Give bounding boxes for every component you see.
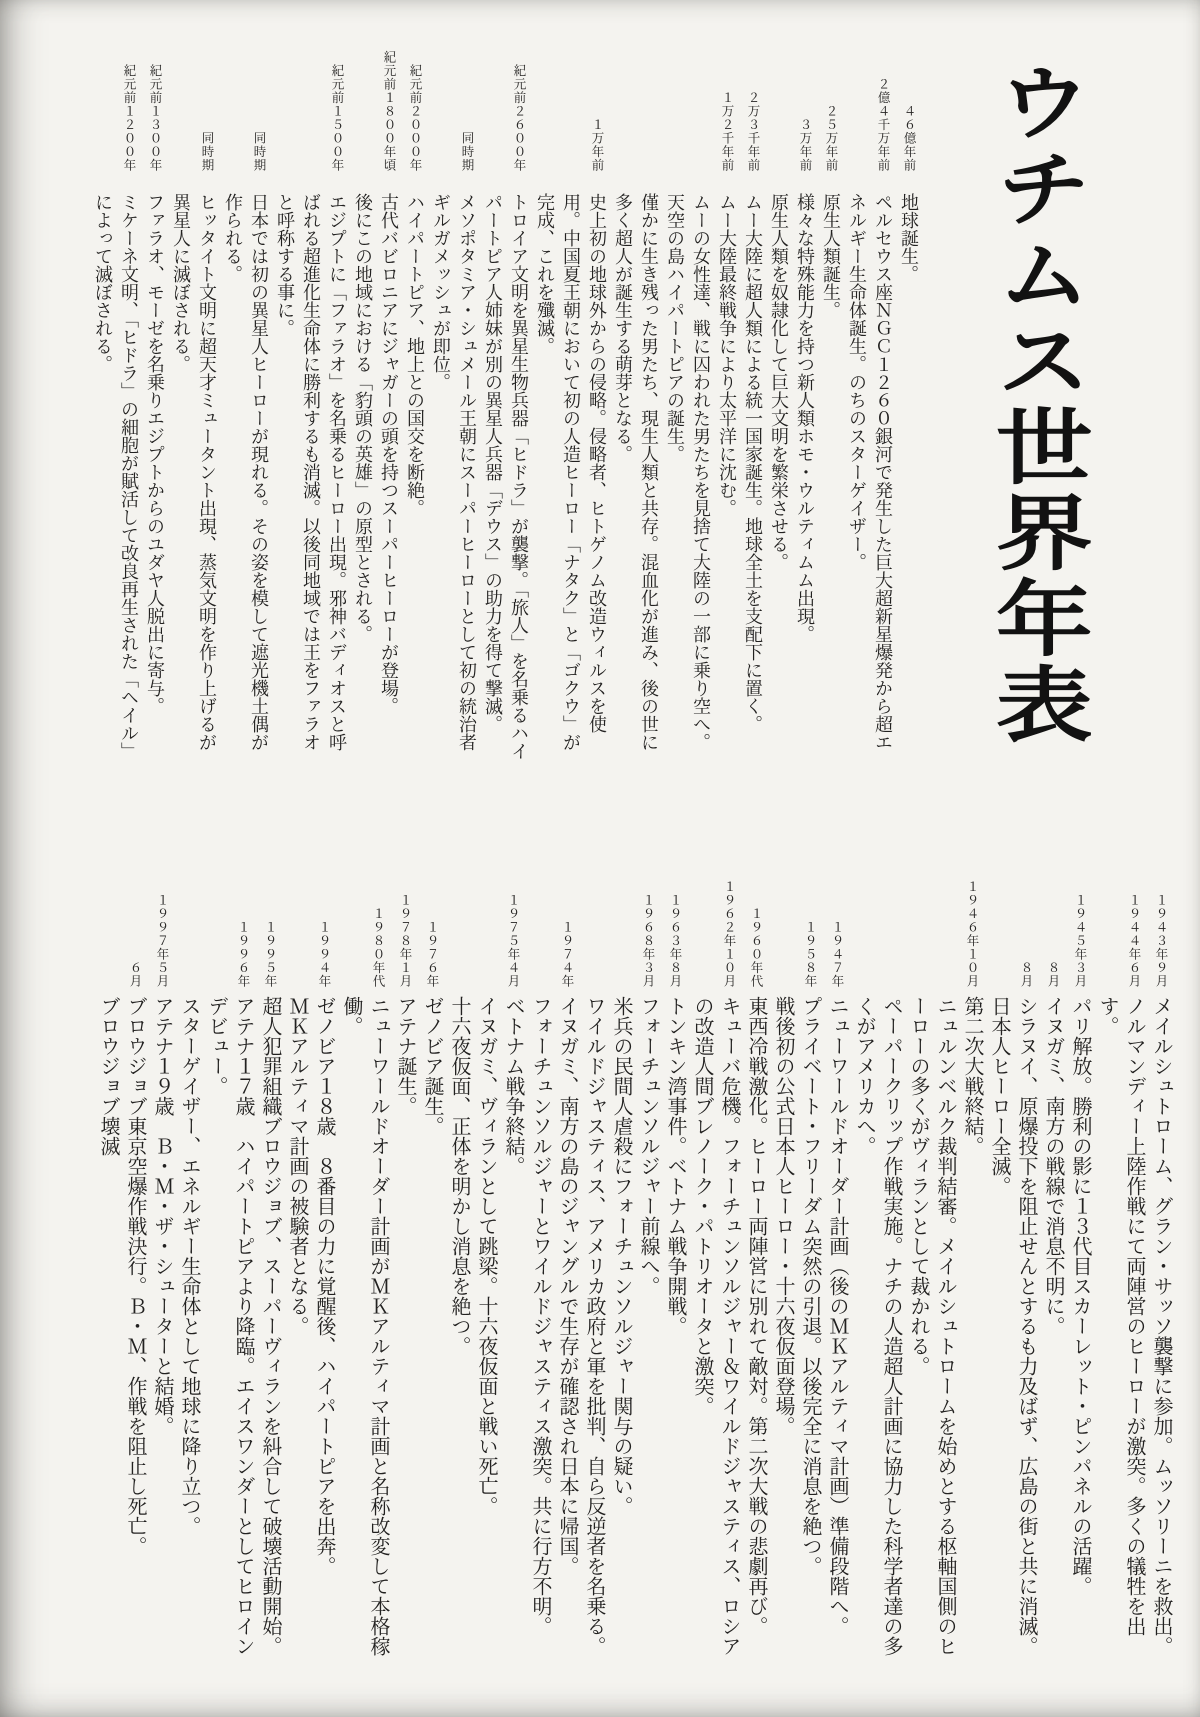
entry-date: 同時期 <box>460 131 474 172</box>
timeline-entry <box>445 856 526 1670</box>
entry-paragraph: ファラオ、モーゼを名乗りエジプトからのユダヤ人脱出に寄与。 <box>145 193 165 715</box>
timeline-entry <box>532 58 610 760</box>
entry-date: ６月 <box>128 961 142 988</box>
entry-paragraph: スターゲイザー、エネルギー生命体として地球に降り立つ。 <box>178 996 200 1536</box>
entry-paragraph: ワイルドジャスティス、アメリカ政府と軍を批判、自ら反逆者を名乗る。 <box>583 996 605 1656</box>
entry-paragraph: 後にこの地域における「豹頭の英雄」の原型とされる。 <box>353 193 373 643</box>
entry-paragraph: ムー大陸最終戦争により太平洋に沈む。 <box>717 193 737 517</box>
timeline-entry <box>766 58 818 760</box>
entry-paragraph: パリ解放。勝利の影に１３代目スカーレット・ピンパネルの活躍。 <box>1069 996 1091 1596</box>
timeline-entry <box>168 58 220 760</box>
entry-paragraph: 超人犯罪組織ブロウジョブ、スーパーヴィランを糾合して破壊活動開始。 <box>259 996 281 1656</box>
timeline-entry <box>142 58 168 760</box>
entry-paragraph: フォーチュンソルジャー前線へ。 <box>637 996 659 1296</box>
entry-paragraph: メイルシュトローム、グラン・サッソ襲撃に参加。ムッソリーニを救出。 <box>1150 996 1172 1656</box>
timeline-entry <box>769 856 823 1670</box>
timeline-entry <box>350 50 402 760</box>
entry-date: ８月 <box>1019 961 1033 988</box>
entry-paragraph: 原生人類誕生。 <box>821 193 841 319</box>
entry-date: １９９５年 <box>263 920 277 988</box>
entry-paragraph: イヌガミ、南方の島のジャングルで生存が確認され日本に帰国。 <box>556 996 578 1576</box>
timeline-lower-section <box>94 856 1174 1670</box>
entry-paragraph: キューバ危機。フォーチュンソルジャー＆ワイルドジャスティス、ロシアの改造人間ブレノーク・パトリオータと激突。 <box>691 996 740 1656</box>
entry-paragraph: 史上初の地球外からの侵略。侵略者、ヒトゲノム改造ウィルスを使用。中国夏王朝において初の人造ヒーロー「ナタク」と「ゴクウ」が完成、これを殲滅。 <box>535 193 607 751</box>
entry-paragraph: ヒッタイト文明に超天才ミュータント出現、蒸気文明を作り上げるが異星人に滅ぼされる。 <box>171 193 217 751</box>
entry-date: ２億４千万年前 <box>876 77 890 172</box>
timeline-upper-section <box>90 50 922 760</box>
entry-paragraph: アテナ誕生。 <box>394 996 416 1116</box>
entry-paragraph: ミケーネ文明、「ヒドラ」の細胞が賦活して改良再生された「ヘイル」によって滅ぼされる。 <box>93 193 139 760</box>
entry-paragraph: 戦後初の公式日本人ヒーロー・十六夜仮面登場。 <box>772 996 794 1436</box>
timeline-entry <box>391 856 418 1670</box>
entry-date: ４６億年前 <box>902 104 916 172</box>
entry-paragraph: シラヌイ、原爆投下を阻止せんとするも力及ばず、広島の街と共に消滅。日本人ヒーロー全滅。 <box>988 996 1037 1656</box>
entry-paragraph: ニューワールドオーダー計画がＭＫアルティマ計画と名称改変して本格稼働。 <box>340 996 389 1656</box>
entry-date: 紀元前１２００年 <box>122 64 136 172</box>
entry-date: ８月 <box>1046 961 1060 988</box>
timeline-entry <box>480 58 532 760</box>
entry-date: １９６８年３月 <box>641 893 655 988</box>
entry-paragraph: ベトナム戦争終結。 <box>502 996 524 1176</box>
entry-date: １９７８年１月 <box>398 893 412 988</box>
timeline-entry <box>985 856 1039 1670</box>
entry-date: １９９４年 <box>317 920 331 988</box>
entry-date: ２万３千年前 <box>746 91 760 172</box>
entry-paragraph: ハイパートピア、地上との国交を断絶。 <box>405 193 425 517</box>
entry-date: 紀元前１８００年頃 <box>382 50 396 172</box>
timeline-entry <box>823 856 850 1670</box>
timeline-entry <box>844 58 896 760</box>
entry-paragraph: ノルマンディー上陸作戦にて両陣営のヒーローが激突。多くの犠牲を出す。 <box>1096 996 1145 1636</box>
entry-date: １９４６年１０月 <box>965 880 979 988</box>
timeline-entry <box>1039 856 1066 1670</box>
entry-date: １９４７年 <box>830 920 844 988</box>
timeline-entry <box>402 58 428 760</box>
timeline-entry <box>850 856 985 1670</box>
timeline-entry <box>428 58 480 760</box>
entry-date: 紀元前１５００年 <box>330 64 344 172</box>
timeline-entry <box>1093 856 1147 1670</box>
entry-paragraph: 様々な特殊能力を持つ新人類ホモ・ウルティムム出現。 <box>795 193 815 643</box>
timeline-entry <box>740 58 766 760</box>
entry-paragraph: ＭＫアルティマ計画の被験者となる。 <box>286 996 308 1336</box>
entry-paragraph: ムー大陸に超人類による統一国家誕生。地球全土を支配下に置く。 <box>743 193 763 733</box>
entry-date: 紀元前１３００年 <box>148 64 162 172</box>
entry-paragraph: 日本では初の異星人ヒーローが現れる。その姿を模して遮光機土偶が作られる。 <box>223 193 269 751</box>
timeline-entry <box>896 58 922 760</box>
entry-paragraph: ブロウジョブ東京空爆作戦決行。Ｂ・Ｍ、作戦を阻止し死亡。 <box>124 996 146 1556</box>
entry-paragraph: ニュルンベルク裁判結審。メイルシュトロームを始めとする枢軸国側のヒーローの多くがヴィランとして裁かれる。 <box>907 996 956 1656</box>
timeline-entry <box>580 856 661 1670</box>
entry-date: １９６３年８月 <box>668 893 682 988</box>
entry-paragraph: メソポタミア・シュメール王朝にスーパーヒーローとして初の統治者ギルガメッシュが即位。 <box>431 193 477 751</box>
entry-date: １万年前 <box>590 118 604 172</box>
entry-date: １９６０年代 <box>749 907 763 988</box>
entry-date: １９７５年４月 <box>506 893 520 988</box>
timeline-entry <box>1066 856 1093 1670</box>
entry-date: 紀元前２０００年 <box>408 64 422 172</box>
entry-paragraph: 地球誕生。 <box>899 193 919 283</box>
entry-paragraph: ペーパークリップ作戦実施。ナチの人造超人計画に協力した科学者達の多くがアメリカへ。 <box>853 996 902 1656</box>
timeline-entry <box>337 856 391 1670</box>
entry-date: １９９７年５月 <box>155 893 169 988</box>
entry-date: １９６２年１０月 <box>722 880 736 988</box>
entry-paragraph: 僅かに生き残った男たち、現生人類と共存。混血化が進み、後の世に多く超人が誕生する萌芽となる。 <box>613 193 659 751</box>
timeline-entry <box>148 856 175 1670</box>
entry-paragraph: ゼノビア誕生。 <box>421 996 443 1136</box>
entry-paragraph: 東西冷戦激化。ヒーロー両陣営に別れて敵対。第二次大戦の悲劇再び。 <box>745 996 767 1636</box>
timeline-entry <box>418 856 445 1670</box>
entry-date: １９９６年 <box>236 920 250 988</box>
entry-paragraph: 原生人類を奴隷化して巨大文明を繁栄させる。 <box>769 193 789 571</box>
entry-paragraph: エジプトに「ファラオ」を名乗るヒーロー出現。邪神バディオスと呼ばれる超進化生命体に勝利するも消滅。以後同地域では王をファラオと呼称する事に。 <box>275 193 347 751</box>
entry-paragraph: アテナ１９歳 Ｂ・Ｍ・ザ・シューターと結婚。 <box>151 996 173 1436</box>
entry-date: 同時期 <box>252 131 266 172</box>
entry-paragraph: イヌガミ、ヴィランとして跳梁。十六夜仮面と戦い死亡。 <box>475 996 497 1516</box>
entry-date: １万２千年前 <box>720 91 734 172</box>
entry-paragraph: 米兵の民間人虐殺にフォーチュンソルジャー関与の疑い。 <box>610 996 632 1516</box>
entry-paragraph: ムーの女性達、戦に囚われた男たちを見捨て大陸の一部に乗り空へ。 <box>691 193 711 751</box>
timeline-entry <box>90 58 142 760</box>
timeline-entry <box>526 856 580 1670</box>
entry-paragraph: 第二次大戦終結。 <box>961 996 983 1156</box>
entry-paragraph: トロイア文明を異星生物兵器「ヒドラ」が襲撃。「旅人」を名乗るハイパートピア人姉妹が別の異星人兵器「デウス」の助力を得て撃滅。 <box>483 193 529 760</box>
entry-date: 同時期 <box>200 131 214 172</box>
timeline-entry <box>94 856 148 1670</box>
entry-paragraph: イヌガミ、南方の戦線で消息不明に。 <box>1042 996 1064 1336</box>
entry-paragraph: プライベート・フリーダム突然の引退。以後完全に消息を絶つ。 <box>799 996 821 1576</box>
timeline-entry <box>220 58 272 760</box>
entry-paragraph: 天空の島ハイパートピアの誕生。 <box>665 193 685 463</box>
entry-date: ２５万年前 <box>824 104 838 172</box>
entry-date: １９４３年９月 <box>1154 893 1168 988</box>
entry-date: １９８０年代 <box>371 907 385 988</box>
timeline-entry <box>742 856 769 1670</box>
timeline-entry <box>818 58 844 760</box>
timeline-entry <box>688 856 742 1670</box>
page-title: ウチムス世界年表 <box>982 60 1090 748</box>
entry-paragraph: ニューワールドオーダー計画（後のＭＫアルティマ計画）準備段階へ。 <box>826 996 848 1636</box>
entry-date: １９４５年３月 <box>1073 893 1087 988</box>
entry-paragraph: フォーチュンソルジャーとワイルドジャスティス激突。共に行方不明。 <box>529 996 551 1636</box>
entry-date: 紀元前２６００年 <box>512 64 526 172</box>
timeline-entry <box>1147 856 1174 1670</box>
entry-paragraph: 十六夜仮面、正体を明かし消息を絶つ。 <box>448 996 470 1356</box>
entry-date: １９７６年 <box>425 920 439 988</box>
timeline-entry <box>175 856 256 1670</box>
entry-paragraph: ブロウジョブ壊滅 <box>97 996 119 1156</box>
entry-paragraph: 古代バビロニアにジャガーの頭を持つスーパーヒーローが登場。 <box>379 193 399 715</box>
entry-date: １９４４年６月 <box>1127 893 1141 988</box>
entry-paragraph: ゼノビア１８歳 ８番目の力に覚醒後、ハイパートピアを出奔。 <box>313 996 335 1576</box>
timeline-entry <box>283 856 337 1670</box>
entry-paragraph: アテナ１７歳 ハイパートピアより降臨。エイスワンダーとしてヒロインデビュー。 <box>205 996 254 1656</box>
entry-paragraph: トンキン湾事件。ベトナム戦争開戦。 <box>664 996 686 1336</box>
timeline-entry <box>661 856 688 1670</box>
entry-date: ３万年前 <box>798 118 812 172</box>
entry-paragraph: ペルセウス座ＮＧＣ１２６０銀河で発生した巨大超新星爆発から超エネルギー生命体誕生。のちのスターゲイザー。 <box>847 193 893 751</box>
entry-date: １９７４年 <box>560 920 574 988</box>
timeline-entry <box>272 58 350 760</box>
entry-date: １９５８年 <box>803 920 817 988</box>
timeline-entry <box>256 856 283 1670</box>
timeline-entry <box>610 58 740 760</box>
